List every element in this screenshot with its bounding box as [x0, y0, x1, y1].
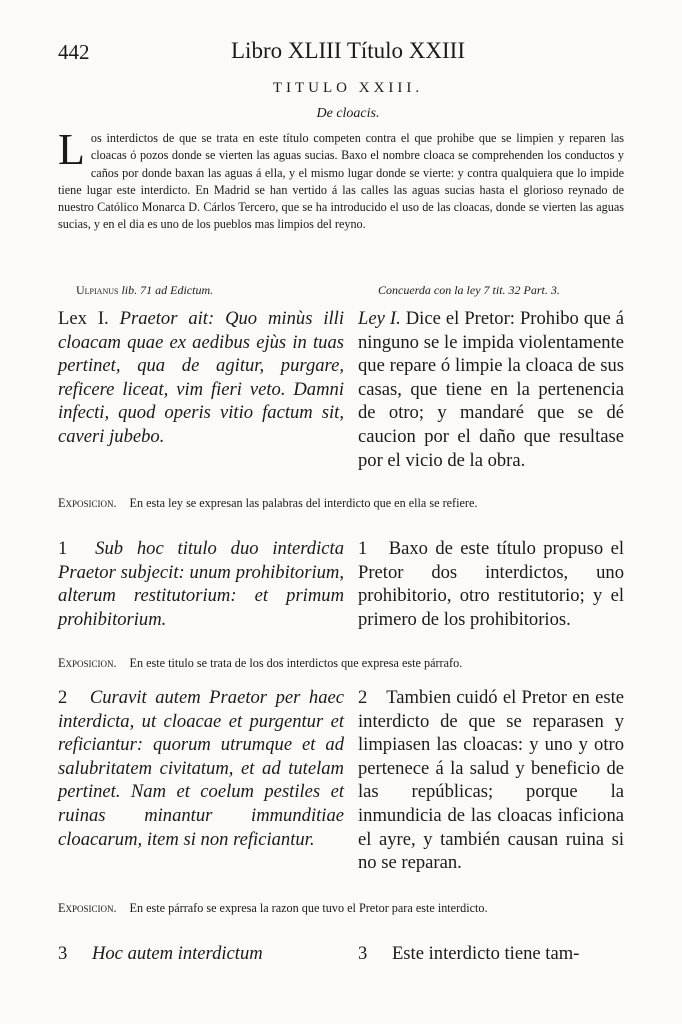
section-lead: Lex I. [58, 308, 109, 329]
paragraph-number: 2 [358, 687, 368, 708]
page-header [58, 34, 638, 70]
source-citation-spanish: Concuerda con la ley 7 tit. 32 Part. 3. [378, 283, 560, 297]
spanish-text: Este interdicto tiene tam- [391, 943, 580, 964]
latin-paragraph-3 [58, 942, 344, 966]
paragraph-number: 3 [58, 943, 68, 964]
paragraph-number: 1 [58, 538, 68, 559]
paragraph-number: 2 [58, 687, 68, 708]
paragraph-number: 3 [358, 943, 368, 964]
intro-paragraph [58, 125, 624, 234]
running-title: Libro XLIII Título XXIII [231, 38, 465, 63]
latin-text: Hoc autem interdictum [91, 943, 263, 964]
drop-cap: L [58, 125, 85, 174]
section-lead: Ley I. [358, 308, 401, 329]
latin-text: Curavit autem Praetor per haec interdicta, ut cloacae et purgentur et reficiantur: quorum utrumque et ad salubritatem civitatum, et ad tutelam pertinet. Nam et coelum pestiles et ruinas minantur immunditiae cloacarum, item si non reficiantur. [58, 687, 344, 850]
latin-paragraph-1 [58, 537, 344, 631]
spanish-paragraph-2 [358, 686, 624, 875]
spanish-text: Tambien cuidó el Pretor en este interdicto de que se reparasen y limpiasen las cloacas: y uno y otro pertenece á la salud y beneficio de las repúblicas; porque la inmundicia de las cloacas inficiona el ayre, y también causan ruina si no se reparan. [358, 687, 625, 874]
source-reference: lib. 71 ad Edictum. [121, 283, 214, 297]
exposition-label: Exposicion. [58, 496, 117, 510]
chapter-subtitle: De cloacis. [316, 106, 380, 121]
exposition-note [58, 495, 624, 512]
spanish-text: Baxo de este título propuso el Pretor dos interdictos, uno prohibitorio, otro restitutorio; y el primero de los prohibitorios. [358, 538, 624, 630]
latin-paragraph-2 [58, 686, 344, 851]
exposition-text: En esta ley se expresan las palabras del interdicto que en ella se refiere. [129, 496, 478, 510]
spanish-text-ley-1 [358, 307, 624, 472]
source-citation-latin [76, 283, 213, 298]
exposition-text: En este párrafo se expresa la razon que tuvo el Pretor para este interdicto. [129, 901, 488, 915]
exposition-note [58, 900, 624, 917]
spanish-text: Dice el Pretor: Prohibo que á ninguno se le impida violentamente que repare ó limpie la cloaca de sus casas, que tiene en la pertenencia de otro; y mandaré que se dé caucion por el daño que resultase por el vicio de la obra. [358, 308, 624, 471]
latin-text-lex-1 [58, 307, 344, 449]
spanish-paragraph-1 [358, 537, 624, 631]
spanish-paragraph-3 [358, 942, 624, 966]
intro-text: os interdictos de que se trata en este título competen contra el que prohibe que se limpien y reparen las cloacas ó pozos donde se vierten las aguas sucias. Baxo el nombre cloaca se comprehenden los conductos y caños por donde baxan las aguas á ella, y el mismo lugar donde se vierte: y contra qualquiera que lo impide tiene lugar este interdicto. En Madrid se han vertido á las calles las aguas sucias hasta el glorioso reynado de nuestro Católico Monarca D. Cárlos Tercero, que se ha introducido el uso de las cloacas, donde se vierten las aguas sucias, y en el dia es uno de los pueblos mas limpios del reyno. [58, 131, 624, 232]
latin-text: Sub hoc titulo duo interdicta Praetor subjecit: unum prohibitorium, alterum restitutorium: et primum prohibitorium. [58, 538, 344, 630]
page-number: 442 [58, 40, 90, 64]
chapter-title: TITULO XXIII. [272, 80, 424, 96]
paragraph-number: 1 [358, 538, 368, 559]
exposition-text: En este titulo se trata de los dos interdictos que expresa este párrafo. [129, 656, 463, 670]
exposition-label: Exposicion. [58, 901, 117, 915]
exposition-note [58, 655, 624, 672]
source-author: Ulpianus [76, 283, 119, 297]
exposition-label: Exposicion. [58, 656, 117, 670]
latin-text: Praetor ait: Quo minùs illi cloacam quae ex aedibus ejùs in tuas pertinet, qua de agitur, purgare, reficere liceat, vim fieri veto. Damni infecti, quod operis vitio factum sit, caveri jubebo. [58, 308, 345, 447]
